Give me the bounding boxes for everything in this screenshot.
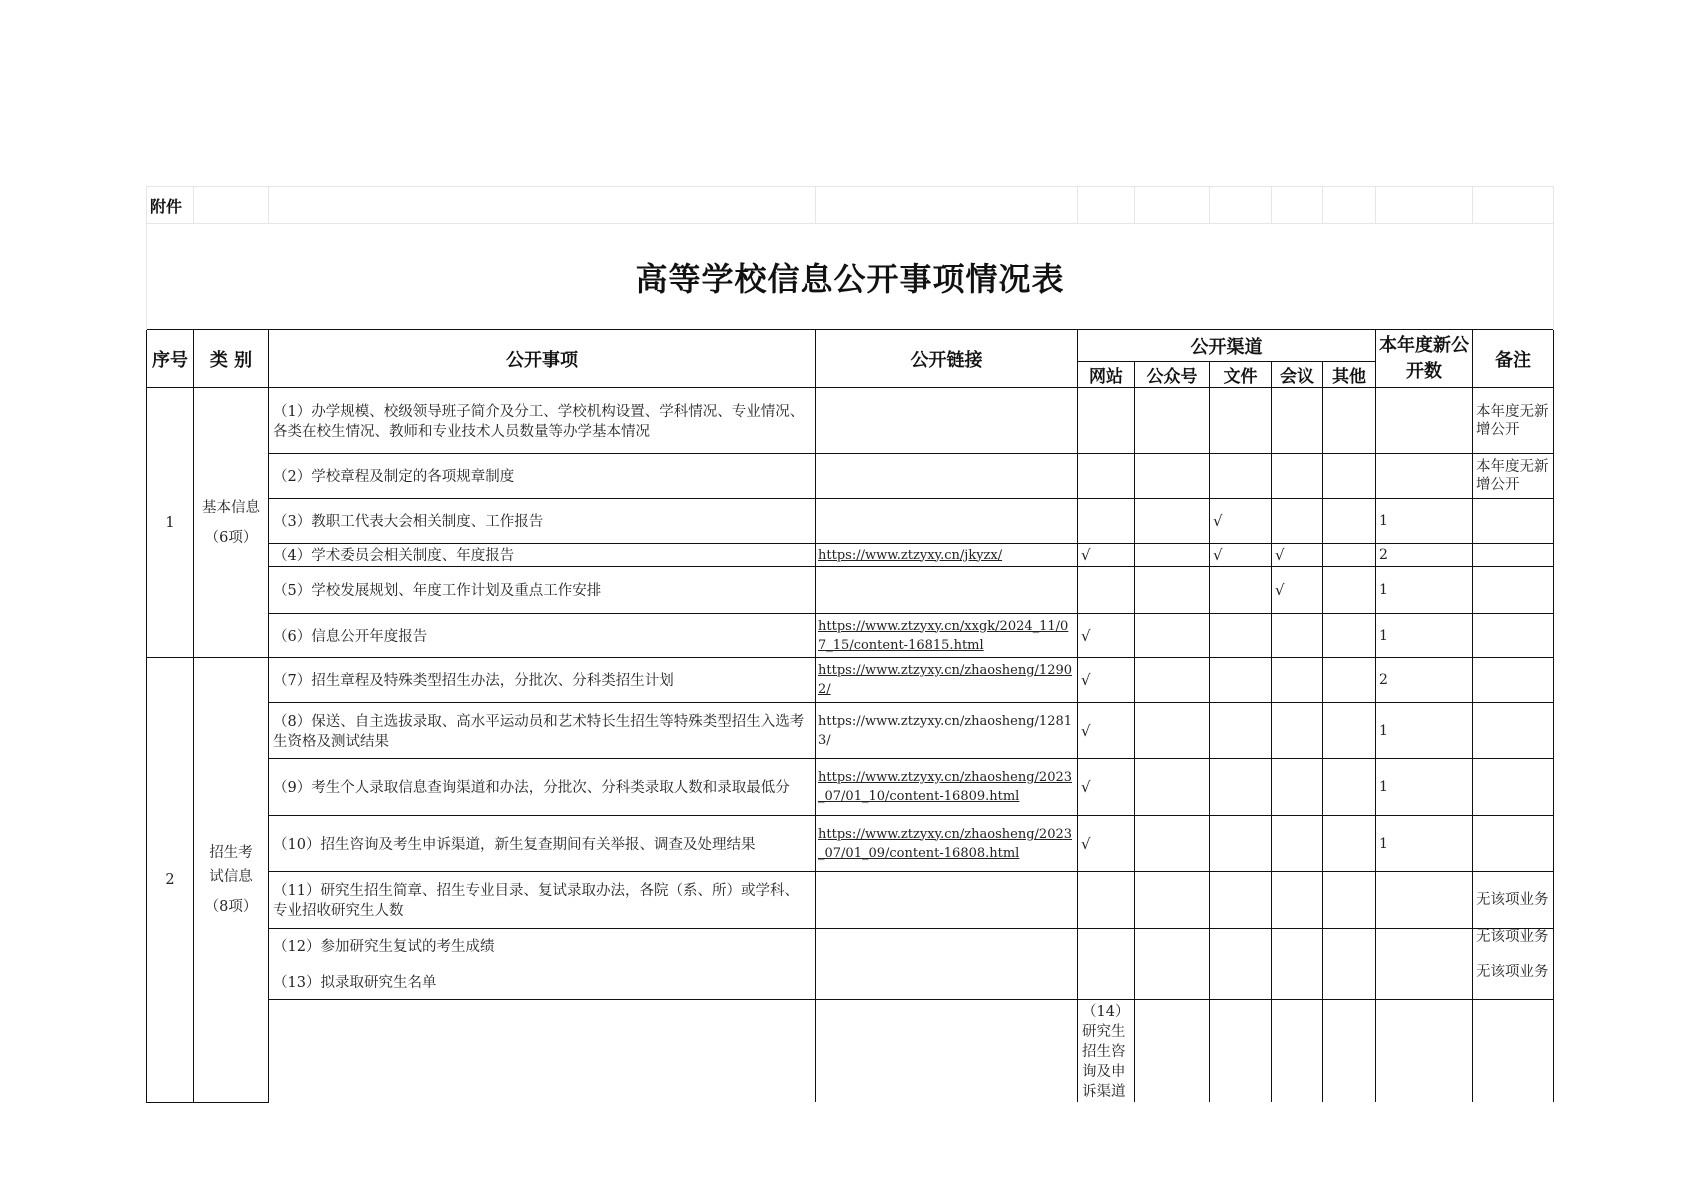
channel-meeting-cell bbox=[1272, 388, 1323, 454]
link-cell[interactable] bbox=[816, 544, 1078, 567]
item-cell: （3）教职工代表大会相关制度、工作报告 bbox=[269, 499, 816, 544]
channel-site-cell bbox=[1078, 567, 1135, 614]
item-cell: （7）招生章程及特殊类型招生办法，分批次、分科类招生计划 bbox=[269, 658, 816, 703]
channel-doc-cell bbox=[1210, 816, 1272, 872]
remark-cell bbox=[1473, 499, 1554, 544]
channel-doc-cell bbox=[1323, 1000, 1376, 1103]
group-seq: 2 bbox=[147, 658, 194, 1103]
item-cell: （8）保送、自主选拔录取、高水平运动员和艺术特长生招生等特殊类型招生入选考生资格及测试结果 bbox=[269, 703, 816, 759]
channel-meeting-cell bbox=[1272, 614, 1323, 658]
table-row bbox=[147, 614, 1554, 658]
channel-meeting-cell bbox=[1272, 703, 1323, 759]
channel-meeting-cell: √ bbox=[1272, 567, 1323, 614]
item-cell: （10）招生咨询及考生申诉渠道，新生复查期间有关举报、调查及处理结果 bbox=[269, 816, 816, 872]
count-cell: 1 bbox=[1376, 759, 1473, 816]
channel-doc-cell bbox=[1210, 658, 1272, 703]
link-cell[interactable] bbox=[816, 614, 1078, 658]
channel-meeting-cell bbox=[1272, 454, 1323, 499]
channel-wechat-cell bbox=[1135, 499, 1210, 544]
table-row bbox=[147, 388, 1554, 454]
count-cell: 1 bbox=[1376, 703, 1473, 759]
channel-wechat-cell bbox=[1135, 759, 1210, 816]
table-row bbox=[147, 759, 1554, 816]
count-cell: 1 bbox=[1376, 499, 1473, 544]
channel-other-cell bbox=[1323, 499, 1376, 544]
channel-other-cell bbox=[1323, 759, 1376, 816]
disclosure-link[interactable]: https://www.ztzyxy.cn/jkyzx/ bbox=[818, 547, 1003, 563]
channel-site-cell: √ bbox=[1078, 614, 1135, 658]
count-cell bbox=[1376, 872, 1473, 929]
item-cell: （14）研究生招生咨询及申诉渠道 bbox=[1078, 1000, 1135, 1103]
table-row bbox=[147, 454, 1554, 499]
table-row bbox=[147, 567, 1554, 614]
channel-wechat-cell bbox=[1135, 703, 1210, 759]
channel-other-cell bbox=[1323, 929, 1376, 1000]
header-remark: 备注 bbox=[1473, 330, 1554, 388]
header-item: 公开事项 bbox=[269, 330, 816, 388]
table-row bbox=[147, 703, 1554, 759]
count-cell: 1 bbox=[1376, 816, 1473, 872]
remark-text: 无该项业务 bbox=[1476, 964, 1549, 980]
channel-site-cell bbox=[1210, 1000, 1272, 1103]
disclosure-link[interactable]: https://www.ztzyxy.cn/zhaosheng/2023_07/01_09/content-16808.html bbox=[818, 826, 1073, 861]
remark-cell bbox=[1473, 567, 1554, 614]
header-channel-meeting: 会议 bbox=[1272, 362, 1323, 388]
channel-site-cell bbox=[1078, 388, 1135, 454]
link-cell bbox=[1135, 1000, 1210, 1103]
channel-wechat-cell bbox=[1135, 544, 1210, 567]
channel-meeting-cell bbox=[1272, 816, 1323, 872]
channel-other-cell bbox=[1323, 454, 1376, 499]
link-cell bbox=[816, 872, 1078, 929]
group-category-label: 基本信息 bbox=[202, 499, 260, 516]
channel-site-cell: √ bbox=[1078, 759, 1135, 816]
header-count: 本年度新公开数 bbox=[1376, 330, 1473, 388]
attachment-row bbox=[147, 187, 1554, 224]
link-cell bbox=[816, 454, 1078, 499]
remark-cell: 本年度无新增公开 bbox=[1473, 454, 1554, 499]
remark-cell bbox=[1473, 614, 1554, 658]
table-row bbox=[147, 658, 1554, 703]
channel-doc-cell bbox=[1210, 454, 1272, 499]
channel-wechat-cell bbox=[1135, 454, 1210, 499]
disclosure-link-text: https://www.ztzyxy.cn/zhaosheng/12813/ bbox=[818, 713, 1073, 748]
channel-site-cell: √ bbox=[1078, 544, 1135, 567]
link-cell bbox=[816, 703, 1078, 759]
channel-other-cell bbox=[1323, 388, 1376, 454]
attachment-label: 附件 bbox=[147, 187, 194, 224]
item-cell: （11）研究生招生简章、招生专业目录、复试录取办法，各院（系、所）或学科、专业招收研究生人数 bbox=[269, 872, 816, 929]
page-title: 高等学校信息公开事项情况表 bbox=[147, 224, 1554, 330]
channel-other-cell bbox=[1323, 872, 1376, 929]
channel-site-cell: √ bbox=[1078, 816, 1135, 872]
link-cell bbox=[816, 567, 1078, 614]
channel-other-cell bbox=[1323, 567, 1376, 614]
channel-wechat-cell bbox=[1135, 658, 1210, 703]
disclosure-table bbox=[146, 186, 1554, 1103]
header-seq: 序号 bbox=[147, 330, 194, 388]
item-cell: （1）办学规模、校级领导班子简介及分工、学校机构设置、学科情况、专业情况、各类在校生情况、教师和专业技术人员数量等办学基本情况 bbox=[269, 388, 816, 454]
channel-doc-cell bbox=[1210, 614, 1272, 658]
header-category: 类 别 bbox=[194, 330, 269, 388]
count-cell: 2 bbox=[1376, 544, 1473, 567]
disclosure-link[interactable]: https://www.ztzyxy.cn/zhaosheng/12902/ bbox=[818, 663, 1073, 697]
remark-cell bbox=[1473, 929, 1554, 1000]
channel-doc-cell: √ bbox=[1210, 544, 1272, 567]
channel-site-cell bbox=[1078, 872, 1135, 929]
table-row bbox=[147, 1000, 1554, 1103]
group-item-count: （6项） bbox=[204, 529, 258, 546]
group-category bbox=[194, 388, 269, 658]
header-row bbox=[147, 330, 1554, 362]
channel-other-cell bbox=[1323, 658, 1376, 703]
count-cell: 2 bbox=[1376, 658, 1473, 703]
channel-wechat-cell bbox=[1272, 1000, 1323, 1103]
remark-cell bbox=[1473, 544, 1554, 567]
link-cell[interactable] bbox=[816, 816, 1078, 872]
channel-meeting-cell bbox=[1272, 759, 1323, 816]
item-text: （13）拟录取研究生名单 bbox=[273, 975, 437, 991]
channel-doc-cell bbox=[1210, 759, 1272, 816]
channel-meeting-cell bbox=[1376, 1000, 1473, 1103]
count-cell bbox=[1376, 929, 1473, 1000]
channel-site-cell bbox=[1078, 454, 1135, 499]
item-cell: （4）学术委员会相关制度、年度报告 bbox=[269, 544, 816, 567]
link-cell bbox=[816, 499, 1078, 544]
header-channel-other: 其他 bbox=[1323, 362, 1376, 388]
remark-cell bbox=[1473, 703, 1554, 759]
disclosure-link[interactable]: https://www.ztzyxy.cn/zhaosheng/2023_07/01_10/content-16809.html bbox=[818, 770, 1073, 804]
table-row bbox=[147, 816, 1554, 872]
table-row bbox=[147, 872, 1554, 929]
channel-wechat-cell bbox=[1135, 872, 1210, 929]
header-channel-wechat: 公众号 bbox=[1135, 362, 1210, 388]
group-category-label: 招生考试信息 bbox=[209, 844, 253, 885]
channel-doc-cell bbox=[1210, 567, 1272, 614]
channel-doc-cell bbox=[1210, 872, 1272, 929]
group-item-count: （8项） bbox=[204, 898, 258, 915]
table-row bbox=[147, 544, 1554, 567]
link-cell[interactable] bbox=[816, 759, 1078, 816]
remark-cell: 本年度无新增公开 bbox=[1473, 388, 1554, 454]
remark-cell bbox=[1473, 759, 1554, 816]
item-cell: （5）学校发展规划、年度工作计划及重点工作安排 bbox=[269, 567, 816, 614]
channel-site-cell bbox=[1078, 499, 1135, 544]
item-cell: （9）考生个人录取信息查询渠道和办法，分批次、分科类录取人数和录取最低分 bbox=[269, 759, 816, 816]
channel-wechat-cell bbox=[1135, 816, 1210, 872]
count-cell: 1 bbox=[1376, 567, 1473, 614]
channel-other-cell bbox=[1473, 1000, 1554, 1103]
link-cell bbox=[816, 388, 1078, 454]
table-row bbox=[147, 499, 1554, 544]
channel-site-cell bbox=[1078, 929, 1135, 1000]
channel-other-cell bbox=[1323, 614, 1376, 658]
channel-wechat-cell bbox=[1135, 929, 1210, 1000]
channel-site-cell: √ bbox=[1078, 703, 1135, 759]
channel-meeting-cell: √ bbox=[1272, 544, 1323, 567]
channel-wechat-cell bbox=[1135, 614, 1210, 658]
info-disclosure-sheet bbox=[146, 186, 1553, 1103]
channel-doc-cell bbox=[1210, 929, 1272, 1000]
item-text: （12）参加研究生复试的考生成绩 bbox=[273, 939, 495, 955]
item-cell: （6）信息公开年度报告 bbox=[269, 614, 816, 658]
channel-doc-cell bbox=[1210, 703, 1272, 759]
item-cell bbox=[269, 929, 816, 1000]
link-cell bbox=[816, 929, 1078, 1000]
count-cell: 1 bbox=[1376, 614, 1473, 658]
title-row bbox=[147, 224, 1554, 330]
channel-meeting-cell bbox=[1272, 499, 1323, 544]
group-category bbox=[194, 658, 269, 1103]
group-seq: 1 bbox=[147, 388, 194, 658]
header-channel-site: 网站 bbox=[1078, 362, 1135, 388]
channel-meeting-cell bbox=[1272, 929, 1323, 1000]
channel-doc-cell: √ bbox=[1210, 499, 1272, 544]
channel-wechat-cell bbox=[1135, 567, 1210, 614]
link-cell[interactable] bbox=[816, 658, 1078, 703]
header-link: 公开链接 bbox=[816, 330, 1078, 388]
header-channel-doc: 文件 bbox=[1210, 362, 1272, 388]
channel-site-cell: √ bbox=[1078, 658, 1135, 703]
disclosure-link[interactable]: https://www.ztzyxy.cn/xxgk/2024_11/07_15/content-16815.html bbox=[818, 618, 1069, 653]
channel-wechat-cell bbox=[1135, 388, 1210, 454]
remark-text: 无该项业务 bbox=[1476, 929, 1549, 945]
remark-cell bbox=[1473, 658, 1554, 703]
channel-meeting-cell bbox=[1272, 658, 1323, 703]
channel-meeting-cell bbox=[1272, 872, 1323, 929]
remark-cell: 无该项业务 bbox=[1473, 872, 1554, 929]
item-cell: （2）学校章程及制定的各项规章制度 bbox=[269, 454, 816, 499]
count-cell bbox=[1376, 454, 1473, 499]
channel-doc-cell bbox=[1210, 388, 1272, 454]
channel-other-cell bbox=[1323, 703, 1376, 759]
channel-other-cell bbox=[1323, 816, 1376, 872]
remark-cell bbox=[1473, 816, 1554, 872]
header-channels: 公开渠道 bbox=[1078, 330, 1376, 362]
count-cell bbox=[1376, 388, 1473, 454]
table-row bbox=[147, 929, 1554, 1000]
channel-other-cell bbox=[1323, 544, 1376, 567]
